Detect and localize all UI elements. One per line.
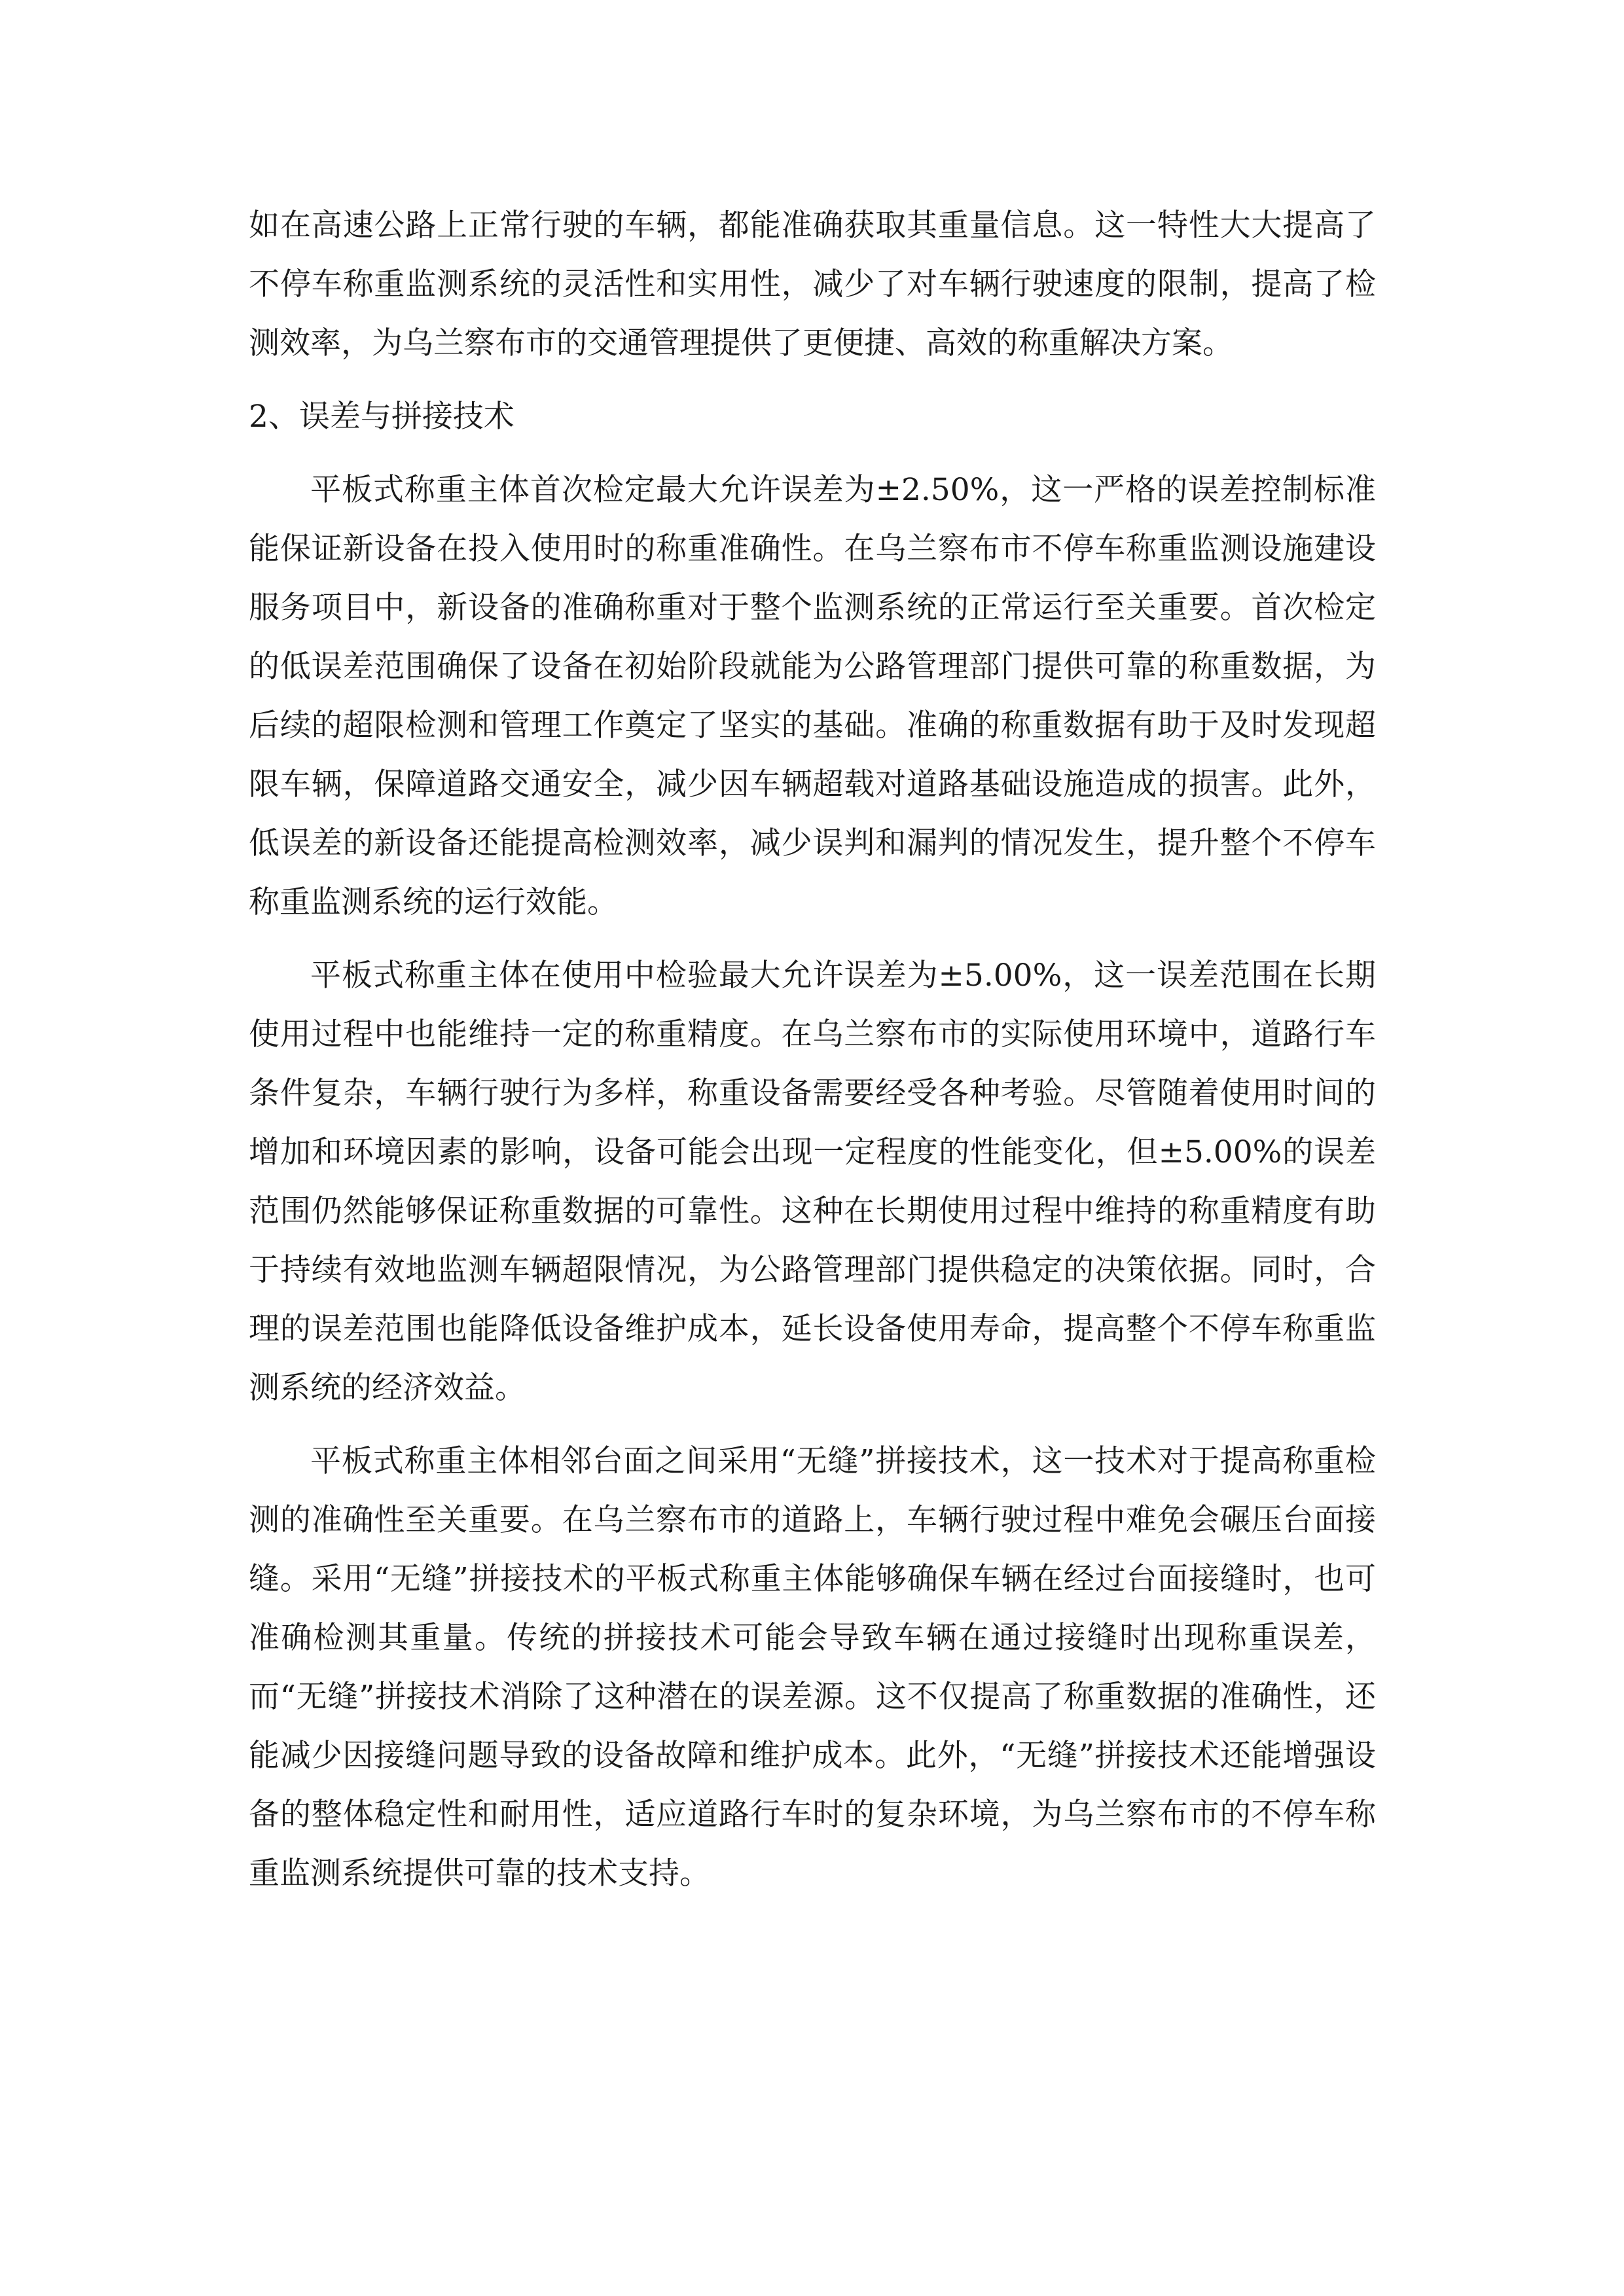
- document-body: [249, 196, 1376, 1918]
- paragraph-in-use-error: 平板式称重主体在使用中检验最大允许误差为±5.00%，这一误差范围在长期使用过程中也能维持一定的称重精度。在乌兰察布市的实际使用环境中，道路行车条件复杂，车辆行驶行为多样，称重设备需要经受各种考验。尽管随着使用时间的增加和环境因素的影响，设备可能会出现一定程度的性能变化，但±5.00%的误差范围仍然能够保证称重数据的可靠性。这种在长期使用过程中维持的称重精度有助于持续有效地监测车辆超限情况，为公路管理部门提供稳定的决策依据。同时，合理的误差范围也能降低设备维护成本，延长设备使用寿命，提高整个不停车称重监测系统的经济效益。: [249, 958, 1376, 1406]
- paragraph-first-inspection-error: 平板式称重主体首次检定最大允许误差为±2.50%，这一严格的误差控制标准能保证新设备在投入使用时的称重准确性。在乌兰察布市不停车称重监测设施建设服务项目中，新设备的准确称重对于整个监测系统的正常运行至关重要。首次检定的低误差范围确保了设备在初始阶段就能为公路管理部门提供可靠的称重数据，为后续的超限检测和管理工作奠定了坚实的基础。准确的称重数据有助于及时发现超限车辆，保障道路交通安全，减少因车辆超载对道路基础设施造成的损害。此外，低误差的新设备还能提高检测效率，减少误判和漏判的情况发生，提升整个不停车称重监测系统的运行效能。: [249, 472, 1376, 920]
- paragraph-continuation: 如在高速公路上正常行驶的车辆，都能准确获取其重量信息。这一特性大大提高了不停车称重监测系统的灵活性和实用性，减少了对车辆行驶速度的限制，提高了检测效率，为乌兰察布市的交通管理提供了更便捷、高效的称重解决方案。: [249, 207, 1376, 361]
- paragraph-seamless-splicing: 平板式称重主体相邻台面之间采用“无缝”拼接技术，这一技术对于提高称重检测的准确性至关重要。在乌兰察布市的道路上，车辆行驶过程中难免会碾压台面接缝。采用“无缝”拼接技术的平板式称重主体能够确保车辆在经过台面接缝时，也可准确检测其重量。传统的拼接技术可能会导致车辆在通过接缝时出现称重误差，而“无缝”拼接技术消除了这种潜在的误差源。这不仅提高了称重数据的准确性，还能减少因接缝问题导致的设备故障和维护成本。此外，“无缝”拼接技术还能增强设备的整体稳定性和耐用性，适应道路行车时的复杂环境，为乌兰察布市的不停车称重监测系统提供可靠的技术支持。: [249, 1443, 1376, 1892]
- section-heading: 2、误差与拼接技术: [249, 399, 514, 435]
